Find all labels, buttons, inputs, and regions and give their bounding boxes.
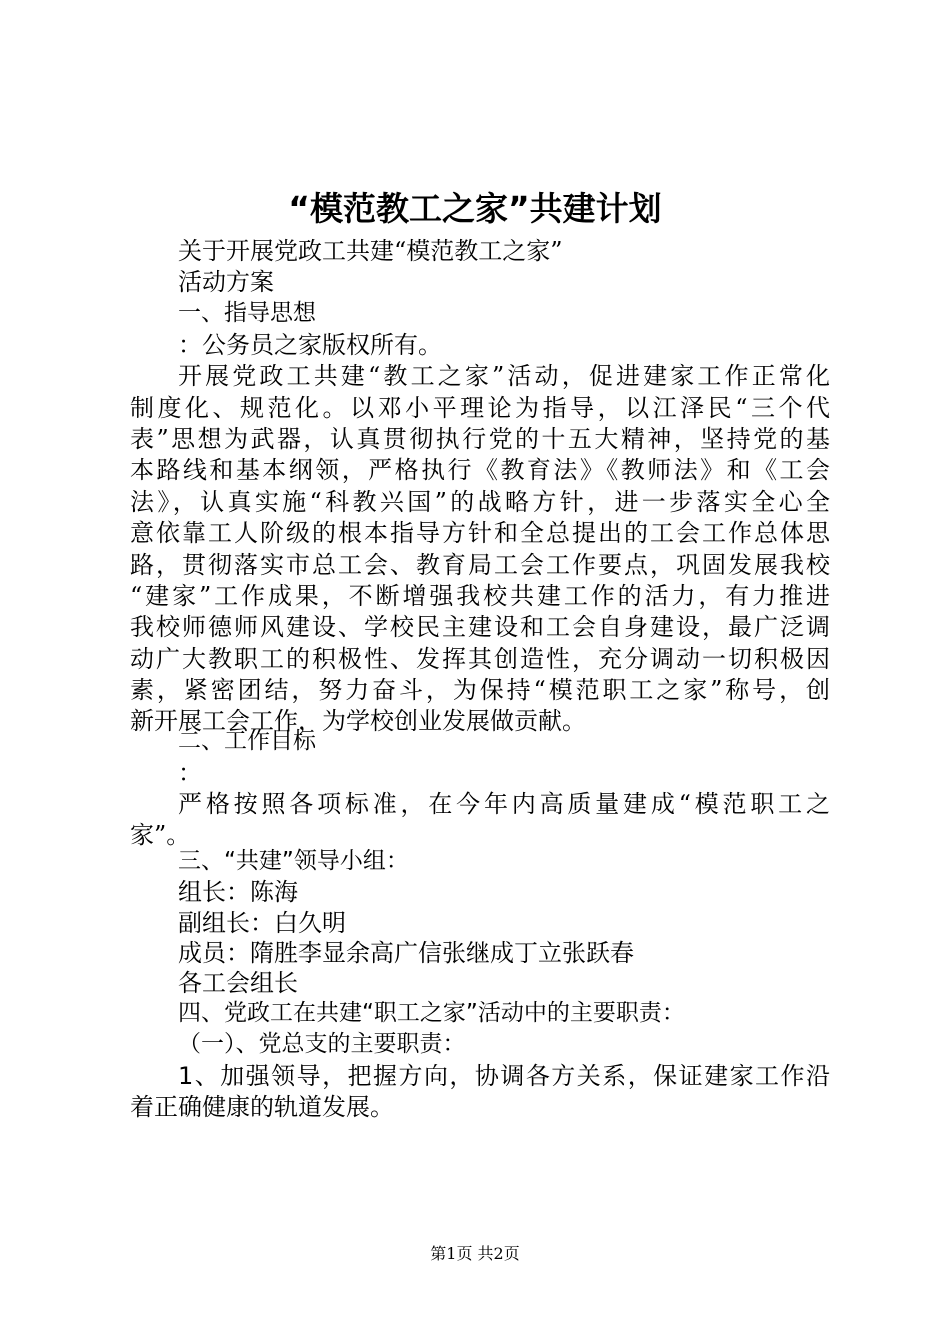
group-leader-line: 组长：陈海 bbox=[178, 878, 298, 906]
paragraph-line: 法》，认真实施“科教兴国”的战略方针，进一步落实全心全 bbox=[130, 488, 830, 516]
paragraph-line: 素，紧密团结，努力奋斗，为保持“模范职工之家”称号，创 bbox=[130, 676, 830, 704]
subtitle-line-2: 活动方案 bbox=[178, 268, 274, 296]
subtitle-line-1: 关于开展党政工共建“模范教工之家” bbox=[178, 237, 563, 265]
paragraph-line: 路，贯彻落实市总工会、教育局工会工作要点，巩固发展我校 bbox=[130, 551, 830, 579]
colon-line: ： bbox=[178, 759, 202, 787]
paragraph-line: 我校师德师风建设、学校民主建设和工会自身建设，最广泛调 bbox=[130, 613, 830, 641]
paragraph-line: 新开展工会工作，为学校创业发展做贡献。 bbox=[130, 707, 586, 735]
page-footer: 第1页 共2页 bbox=[430, 1244, 520, 1263]
paragraph-line: 意依靠工人阶级的根本指导方针和全总提出的工会工作总体思 bbox=[130, 519, 830, 547]
paragraph-line: 表”思想为武器，认真贯彻执行党的十五大精神，坚持党的基 bbox=[130, 425, 830, 453]
section-heading-3: 三、“共建”领导小组： bbox=[178, 848, 409, 874]
paragraph-line: 开展党政工共建“教工之家”活动，促进建家工作正常化 bbox=[178, 362, 830, 390]
paragraph-line: 制度化、规范化。以邓小平理论为指导，以江泽民“三个代 bbox=[130, 394, 830, 422]
deputy-leader-line: 副组长：白久明 bbox=[178, 909, 346, 937]
section-heading-1: 一、指导思想 bbox=[178, 300, 316, 326]
duty-line-2: 着正确健康的轨道发展。 bbox=[130, 1093, 394, 1121]
union-leaders-line: 各工会组长 bbox=[178, 969, 298, 997]
document-title: “模范教工之家”共建计划 bbox=[288, 189, 662, 228]
copyright-line: ：公务员之家版权所有。 bbox=[178, 331, 442, 359]
subsection-heading-1: （一）、党总支的主要职责： bbox=[178, 1031, 466, 1057]
paragraph-line: 本路线和基本纲领，严格执行《教育法》《教师法》和《工会 bbox=[130, 456, 830, 484]
paragraph-line: “建家”工作成果，不断增强我校共建工作的活力，有力推进 bbox=[130, 582, 830, 610]
paragraph-line: 动广大教职工的积极性、发挥其创造性，充分调动一切积极因 bbox=[130, 645, 830, 673]
section-heading-2: 二、工作目标 bbox=[178, 728, 316, 754]
members-line: 成员：隋胜李显余高广信张继成丁立张跃春 bbox=[178, 939, 634, 967]
section-heading-4: 四、党政工在共建“职工之家”活动中的主要职责： bbox=[178, 1000, 685, 1026]
duty-line-1: 1、加强领导，把握方向，协调各方关系，保证建家工作沿 bbox=[178, 1062, 830, 1090]
goal-line-1: 严格按照各项标准，在今年内高质量建成“模范职工之 bbox=[178, 790, 830, 818]
goal-line-2: 家”。 bbox=[130, 821, 191, 849]
